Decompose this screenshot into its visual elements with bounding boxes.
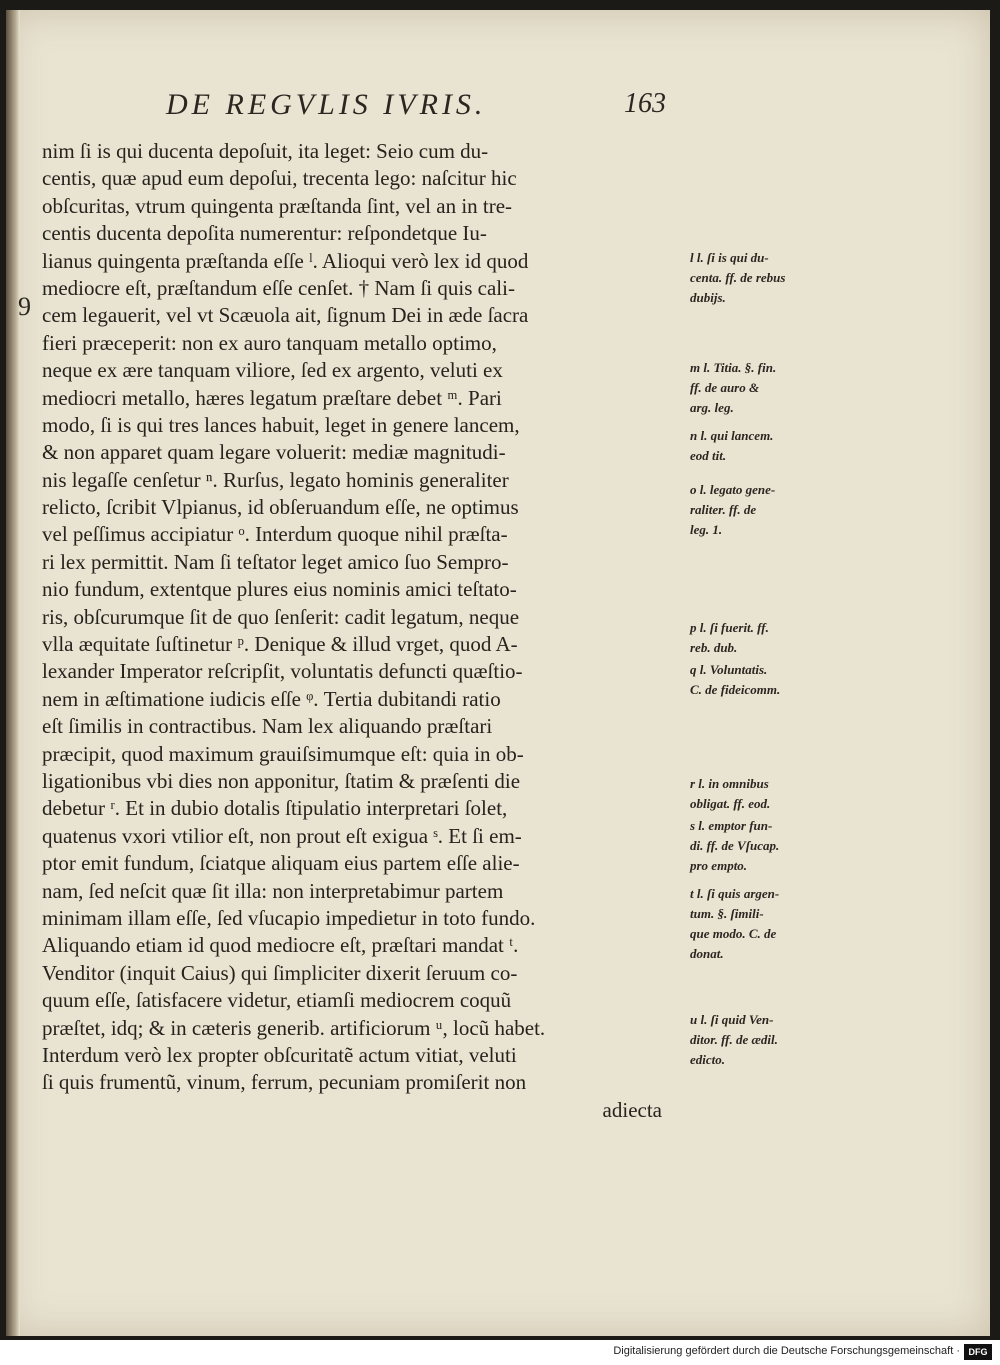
text-line: nem in æſtimatione iudicis eſſe ᵠ. Tertia dubitandi ratio: [42, 686, 501, 711]
note-line: eod tit.: [690, 448, 727, 463]
footer-bar: [0, 1340, 1000, 1365]
catchword: adiecta: [602, 1097, 662, 1122]
running-head: DE REGVLIS IVRIS.: [166, 88, 487, 121]
text-line: ptor emit fundum, ſciatque aliquam eius partem eſſe alie-: [42, 851, 520, 876]
text-line: cem legauerit, vel vt Scæuola ait, ſignum Dei in æde ſacra: [42, 303, 529, 328]
text-line: modo, ſi is qui tres lances habuit, leget in genere lancem,: [42, 412, 520, 437]
note-line: p l. ſi fuerit. ff.: [690, 620, 769, 635]
text-line: lexander Imperator reſcripſit, voluntatis defuncti quæſtio-: [42, 659, 523, 684]
marginal-notes: [690, 138, 840, 1124]
text-line: neque ex ære tanquam viliore, ſed ex argento, veluti ex: [42, 358, 503, 383]
text-line: centis ducenta depoſita numerentur: reſpondetque Iu-: [42, 221, 487, 246]
note-line: edicto.: [690, 1052, 726, 1067]
text-line: mediocre eſt, præſtandum eſſe cenſet. † Nam ſi quis cali-: [42, 275, 515, 300]
text-line: nam, ſed neſcit quæ ſit illa: non interpretabimur partem: [42, 878, 504, 903]
note-line: di. ff. de Vſucap.: [690, 838, 780, 853]
marginal-note: [690, 774, 840, 814]
text-line: nim ſi is qui ducenta depoſuit, ita leget: Seio cum du-: [42, 139, 489, 163]
marginal-note: [690, 426, 840, 466]
text-line: minimam illam eſſe, ſed vſucapio impedietur in toto fundo.: [42, 905, 536, 930]
text-line: vlla æquitate ſuſtinetur ᵖ. Denique & illud vrget, quod A-: [42, 632, 518, 657]
text-line: lianus quingenta præſtanda eſſe ˡ. Alioqui verò lex id quod: [42, 248, 529, 273]
note-line: C. de fideicomm.: [690, 682, 781, 697]
note-line: ff. de auro &: [690, 380, 760, 395]
note-line: leg. 1.: [690, 522, 723, 537]
text-line: ligationibus vbi dies non apponitur, ſtatim & præſenti die: [42, 768, 521, 793]
note-line: arg. leg.: [690, 400, 734, 415]
dfg-logo: DFG: [964, 1344, 992, 1360]
note-line: tum. §. ſimili-: [690, 906, 764, 921]
text-line: Interdum verò lex propter obſcuritatẽ actum vitiat, veluti: [42, 1042, 517, 1067]
text-line: præcipit, quod maximum grauiſsimumque eſt: quia in ob-: [42, 741, 524, 766]
text-line: vel peſſimus accipiatur ᵒ. Interdum quoque nihil præſta-: [42, 522, 508, 547]
text-line: præſtet, idq; & in cæteris generib. artificiorum ᵘ, locũ habet.: [42, 1015, 546, 1040]
page-header: [166, 88, 666, 132]
text-line: centis, quæ apud eum depoſui, trecenta lego: naſcitur hic: [42, 166, 517, 191]
text-line: relicto, ſcribit Vlpianus, id obſeruandum eſſe, ne optimus: [42, 495, 519, 520]
note-line: donat.: [690, 946, 724, 961]
text-line: Aliquando etiam id quod mediocre eſt, præſtari mandat ᵗ.: [42, 933, 519, 958]
text-line: nio fundum, extentque plures eius nominis amici teſtato-: [42, 577, 517, 602]
marginal-note: [690, 816, 840, 876]
note-line: que modo. C. de: [690, 926, 777, 941]
note-line: ditor. ff. de ædil.: [690, 1032, 778, 1047]
note-line: l l. ſi is qui du-: [690, 250, 769, 265]
marginal-note: [690, 358, 840, 418]
note-line: raliter. ff. de: [690, 502, 757, 517]
book-page: [6, 10, 990, 1336]
marginal-note: [690, 618, 840, 658]
text-line: Venditor (inquit Caius) qui ſimpliciter dixerit ſeruum co-: [42, 960, 518, 985]
marginal-note: [690, 660, 840, 700]
text-line: mediocri metallo, hæres legatum præſtare debet ᵐ. Pari: [42, 385, 502, 410]
page-spine-shadow: [6, 10, 20, 1336]
text-line: eſt ſimilis in contractibus. Nam lex aliquando præſtari: [42, 714, 493, 739]
note-line: reb. dub.: [690, 640, 738, 655]
note-line: dubijs.: [690, 290, 726, 305]
marginal-note: [690, 1010, 840, 1070]
note-line: m l. Titia. §. fin.: [690, 360, 777, 375]
note-line: u l. ſi quid Ven-: [690, 1012, 774, 1027]
text-line: obſcuritas, vtrum quingenta præſtanda ſint, vel an in tre-: [42, 193, 513, 218]
note-line: obligat. ff. eod.: [690, 796, 771, 811]
main-text-block: [42, 138, 786, 1124]
text-line: ris, obſcurumque ſit de quo ſenſerit: cadit legatum, neque: [42, 604, 520, 629]
note-line: n l. qui lancem.: [690, 428, 774, 443]
text-line: nis legaſſe cenſetur ⁿ. Rurſus, legato hominis generaliter: [42, 467, 509, 492]
marginal-note: [690, 884, 840, 964]
funding-credit: Digitalisierung gefördert durch die Deutsche Forschungsgemeinschaft ·: [613, 1345, 960, 1357]
marginal-note: [690, 480, 840, 540]
note-line: pro empto.: [690, 858, 748, 873]
text-line: quum eſſe, ſatisfacere videtur, etiamſi mediocrem coquũ: [42, 988, 512, 1013]
text-line: ſi quis frumentũ, vinum, ferrum, pecuniam promiſerit non: [42, 1070, 527, 1095]
text-line: debetur ʳ. Et in dubio dotalis ſtipulatio interpretari ſolet,: [42, 796, 508, 821]
marginal-note: [690, 248, 840, 308]
page-number: 163: [624, 88, 666, 119]
note-line: q l. Voluntatis.: [690, 662, 768, 677]
text-line: ri lex permittit. Nam ſi teſtator leget amico ſuo Sempro-: [42, 549, 509, 574]
section-mark: 9: [18, 292, 31, 321]
text-line: & non apparet quam legare voluerit: mediæ magnitudi-: [42, 440, 506, 465]
note-line: r l. in omnibus: [690, 776, 769, 791]
note-line: s l. emptor fun-: [690, 818, 773, 833]
note-line: o l. legato gene-: [690, 482, 776, 497]
text-line: fieri præceperit: non ex auro tanquam metallo optimo,: [42, 330, 497, 355]
note-line: centa. ff. de rebus: [690, 270, 786, 285]
text-line: quatenus vxori vtilior eſt, non prout eſt exigua ˢ. Et ſi em-: [42, 823, 522, 848]
note-line: t l. ſi quis argen-: [690, 886, 780, 901]
